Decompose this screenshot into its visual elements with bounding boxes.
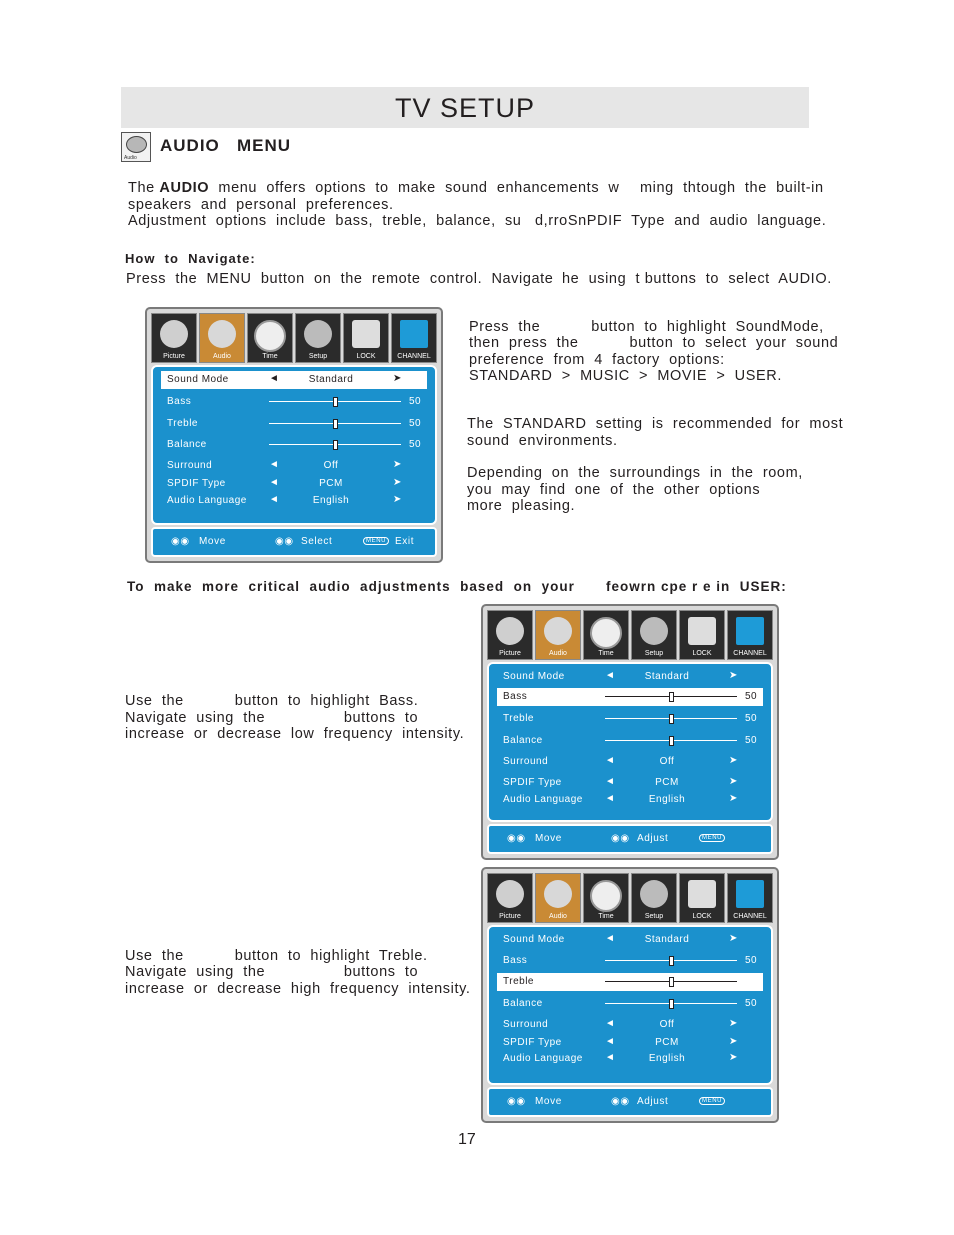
bass-slider bbox=[269, 401, 401, 402]
menu-icon-bar bbox=[151, 313, 437, 363]
time-icon: Time bbox=[583, 873, 629, 923]
satellite-dish-icon bbox=[126, 136, 147, 153]
left-right-icon: ◉◉ bbox=[611, 833, 630, 844]
depending-text-1: Depending on the surroundings in the room, bbox=[467, 465, 803, 481]
spdif-row[interactable]: SPDIF Type ◄ PCM ➤ bbox=[167, 477, 402, 489]
menu-panel bbox=[487, 925, 773, 1085]
audio-language-row[interactable]: Audio Language ◄ English ➤ bbox=[167, 494, 402, 506]
audio-dish-icon: Audio bbox=[535, 873, 581, 923]
treble-row[interactable]: Treble 50 bbox=[503, 713, 758, 724]
audio-menu-screen-bass bbox=[481, 604, 779, 860]
page-number: 17 bbox=[458, 1131, 476, 1148]
lock-icon: LOCK bbox=[679, 610, 725, 660]
setup-icon: Setup bbox=[631, 873, 677, 923]
intro-line-3-end: d,rroSnPDIF Type and audio language. bbox=[535, 213, 827, 229]
page-title: TV SETUP bbox=[394, 93, 536, 123]
balance-row[interactable]: Balance 50 bbox=[167, 439, 422, 450]
channel-icon: CHANNEL bbox=[727, 610, 773, 660]
audio-language-row[interactable]: Audio Language ◄ English ➤ bbox=[503, 793, 738, 805]
time-icon: Time bbox=[583, 610, 629, 660]
channel-icon: CHANNEL bbox=[391, 313, 437, 363]
bass-row[interactable]: Bass 50 bbox=[167, 396, 422, 407]
sound-mode-text-4: STANDARD > MUSIC > MOVIE > USER. bbox=[469, 368, 782, 384]
treble-text-1: Use the button to highlight Treble. bbox=[125, 948, 428, 964]
bass-row[interactable]: Bass 50 bbox=[497, 688, 763, 706]
lock-icon: LOCK bbox=[679, 873, 725, 923]
bass-text-1: Use the button to highlight Bass. bbox=[125, 693, 419, 709]
menu-hint-bar: ◉◉ Move ◉◉ Select MENU Exit bbox=[151, 527, 437, 557]
critical-heading: To make more critical audio adjustments based on your bbox=[127, 579, 585, 594]
right-arrow-icon: ➤ bbox=[393, 373, 402, 384]
menu-panel bbox=[487, 662, 773, 822]
audio-menu-screen-treble bbox=[481, 867, 779, 1123]
section-title: AUDIO MENU bbox=[160, 136, 291, 155]
menu-panel bbox=[151, 365, 437, 525]
up-down-icon: ◉◉ bbox=[507, 1096, 526, 1107]
channel-icon: CHANNEL bbox=[727, 873, 773, 923]
setup-icon: Setup bbox=[295, 313, 341, 363]
standard-text-2: sound environments. bbox=[467, 433, 618, 449]
sound-mode-text-2: then press the button to select your sound bbox=[469, 335, 839, 351]
balance-row[interactable]: Balance 50 bbox=[503, 735, 758, 746]
audio-dish-icon: Audio bbox=[535, 610, 581, 660]
audio-dish-icon: Audio bbox=[199, 313, 245, 363]
standard-text-1: The STANDARD setting is recommended for most bbox=[467, 416, 844, 432]
picture-icon: Picture bbox=[487, 873, 533, 923]
left-right-icon: ◉◉ bbox=[611, 1096, 630, 1107]
balance-row[interactable]: Balance 50 bbox=[503, 998, 758, 1009]
picture-icon: Picture bbox=[151, 313, 197, 363]
depending-text-2: you may find one of the other options bbox=[467, 482, 761, 498]
navigate-text: Press the MENU button on the remote control. Navigate bbox=[126, 271, 554, 287]
time-icon: Time bbox=[247, 313, 293, 363]
sound-mode-row[interactable]: Sound Mode ◄ Standard ➤ bbox=[161, 371, 427, 389]
audio-language-row[interactable]: Audio Language ◄ English ➤ bbox=[503, 1052, 738, 1064]
menu-hint-bar: ◉◉ Move ◉◉ Adjust MENU bbox=[487, 1087, 773, 1117]
intro-line-3: Adjustment options include bass, treble, balance, su bbox=[128, 213, 522, 229]
depending-text-3: more pleasing. bbox=[467, 498, 576, 514]
bass-text-2: Navigate using the buttons to bbox=[125, 710, 419, 726]
bass-row[interactable]: Bass 50 bbox=[503, 955, 758, 966]
surround-row[interactable]: Surround ◄ Off ➤ bbox=[167, 459, 402, 471]
sound-mode-text-3: preference from 4 factory options: bbox=[469, 352, 725, 368]
treble-slider bbox=[269, 423, 401, 424]
setup-icon: Setup bbox=[631, 610, 677, 660]
treble-text-2: Navigate using the buttons to bbox=[125, 964, 419, 980]
menu-icon-bar bbox=[487, 610, 773, 660]
spdif-row[interactable]: SPDIF Type ◄ PCM ➤ bbox=[503, 1036, 738, 1048]
menu-icon-bar bbox=[487, 873, 773, 923]
audio-menu-screen-1 bbox=[145, 307, 443, 563]
critical-heading-end: feowrn cpe r e in USER: bbox=[606, 579, 787, 594]
surround-row[interactable]: Surround ◄ Off ➤ bbox=[503, 755, 738, 767]
treble-row[interactable]: Treble bbox=[497, 973, 763, 991]
sound-mode-text-1: Press the button to highlight SoundMode, bbox=[469, 319, 824, 335]
audio-icon bbox=[121, 132, 151, 162]
sound-mode-row[interactable]: Sound Mode ◄ Standard ➤ bbox=[503, 670, 738, 682]
balance-slider bbox=[269, 444, 401, 445]
intro-line-1: The AUDIO menu offers options to make sound enhancements w bbox=[128, 180, 620, 196]
treble-row[interactable]: Treble 50 bbox=[167, 418, 422, 429]
up-down-icon: ◉◉ bbox=[507, 833, 526, 844]
left-arrow-icon: ◄ bbox=[269, 373, 280, 384]
picture-icon: Picture bbox=[487, 610, 533, 660]
menu-hint-bar: ◉◉ Move ◉◉ Adjust MENU bbox=[487, 824, 773, 854]
intro-line-2: speakers and personal preferences. bbox=[128, 197, 394, 213]
spdif-row[interactable]: SPDIF Type ◄ PCM ➤ bbox=[503, 776, 738, 788]
left-right-icon: ◉◉ bbox=[275, 536, 294, 547]
audio-icon-label: Audio bbox=[124, 155, 137, 161]
up-down-icon: ◉◉ bbox=[171, 536, 190, 547]
lock-icon: LOCK bbox=[343, 313, 389, 363]
navigate-text-end: he using t buttons to select AUDIO. bbox=[562, 271, 832, 287]
navigate-title: How to Navigate: bbox=[125, 251, 256, 266]
sound-mode-row[interactable]: Sound Mode ◄ Standard ➤ bbox=[503, 933, 738, 945]
page-header bbox=[121, 87, 809, 128]
treble-text-3: increase or decrease high frequency intensity. bbox=[125, 981, 471, 997]
intro-line-1-end: ming thtough the built-in bbox=[640, 180, 824, 196]
surround-row[interactable]: Surround ◄ Off ➤ bbox=[503, 1018, 738, 1030]
bass-text-3: increase or decrease low frequency intensity. bbox=[125, 726, 465, 742]
